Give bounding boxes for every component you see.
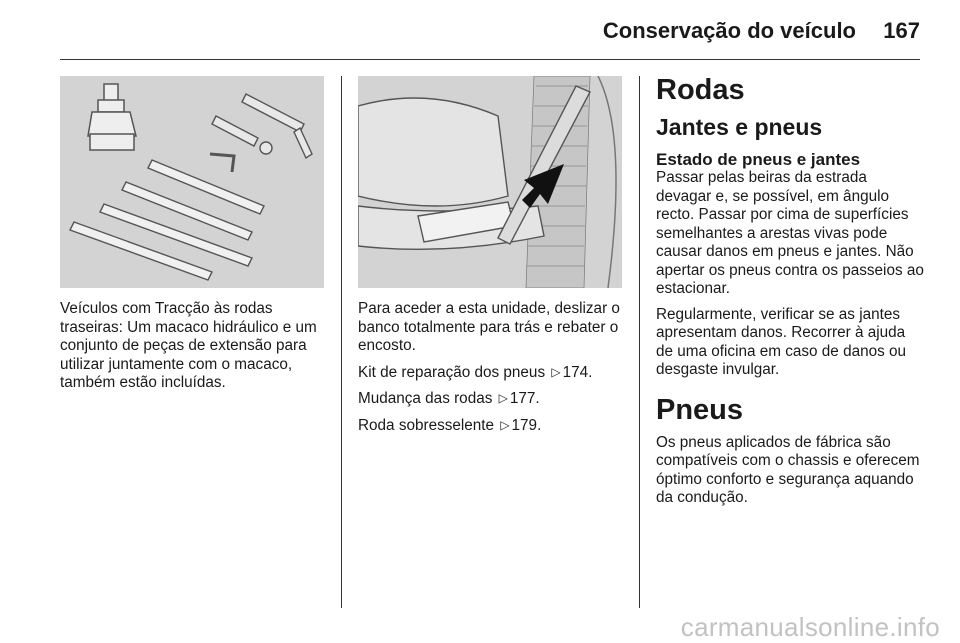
column-divider	[341, 76, 342, 608]
seat-storage-illustration	[358, 76, 622, 288]
column-1	[60, 300, 328, 400]
body-paragraph: Passar pelas beiras da estrada devagar e, se possível, em ângulo recto. Passar por cima de superfícies semelhantes a arestas vivas pode causar danos em pneus e jantes. Não apertar os pneus contra os passeios ao estacionar.	[656, 169, 924, 297]
jack-tools-illustration	[60, 76, 324, 288]
hydraulic-jack-icon	[88, 84, 136, 150]
cross-reference[interactable]	[358, 363, 626, 383]
watermark: carmanualsonline.info	[680, 612, 940, 642]
cross-reference-page: 179.	[511, 416, 542, 434]
cross-reference-text: Kit de reparação dos pneus	[358, 363, 546, 381]
arrow-ref-icon: ▷	[498, 391, 508, 405]
section-title: Rodas	[656, 74, 745, 106]
column-2-caption: Para aceder a esta unidade, deslizar o banco totalmente para trás e rebater o encosto.	[358, 300, 620, 354]
subsection-title: Jantes e pneus	[656, 114, 823, 140]
cross-reference[interactable]	[358, 416, 626, 436]
column-2	[358, 300, 626, 442]
arrow-ref-icon: ▷	[551, 364, 561, 379]
hook-tool-icon	[210, 154, 234, 172]
column-divider	[639, 76, 640, 608]
extension-bar-icon	[70, 160, 264, 280]
cross-reference-text: Roda sobresselente	[358, 416, 495, 434]
cross-reference[interactable]	[358, 389, 626, 409]
section-title: Pneus	[656, 393, 744, 426]
wheel-brace-icon	[212, 94, 312, 158]
subsubsection-title: Estado de pneus e jantes	[656, 150, 861, 169]
cross-reference-page: 174.	[562, 363, 593, 381]
page-number: 167	[883, 18, 920, 43]
body-paragraph: Regularmente, verificar se as jantes apresentam danos. Recorrer à ajuda de uma oficina em caso de danos ou desgaste invulgar.	[656, 305, 907, 378]
column-1-caption: Veículos com Tracção às rodas traseiras: Um macaco hidráulico e um conjunto de peças de extensão para utilizar juntamente com o macaco, também estão incluídas.	[60, 300, 317, 391]
column-3	[656, 74, 924, 515]
body-paragraph: Os pneus aplicados de fábrica são compatíveis com o chassis e oferecem óptimo conforto e segurança aquando da condução.	[656, 433, 920, 506]
arrow-ref-icon: ▷	[500, 417, 510, 432]
page-header-title: Conservação do veículo	[602, 18, 856, 43]
cross-reference-page: 177.	[509, 390, 540, 407]
header-divider	[60, 59, 920, 60]
cross-reference-text: Mudança das rodas	[358, 390, 493, 407]
